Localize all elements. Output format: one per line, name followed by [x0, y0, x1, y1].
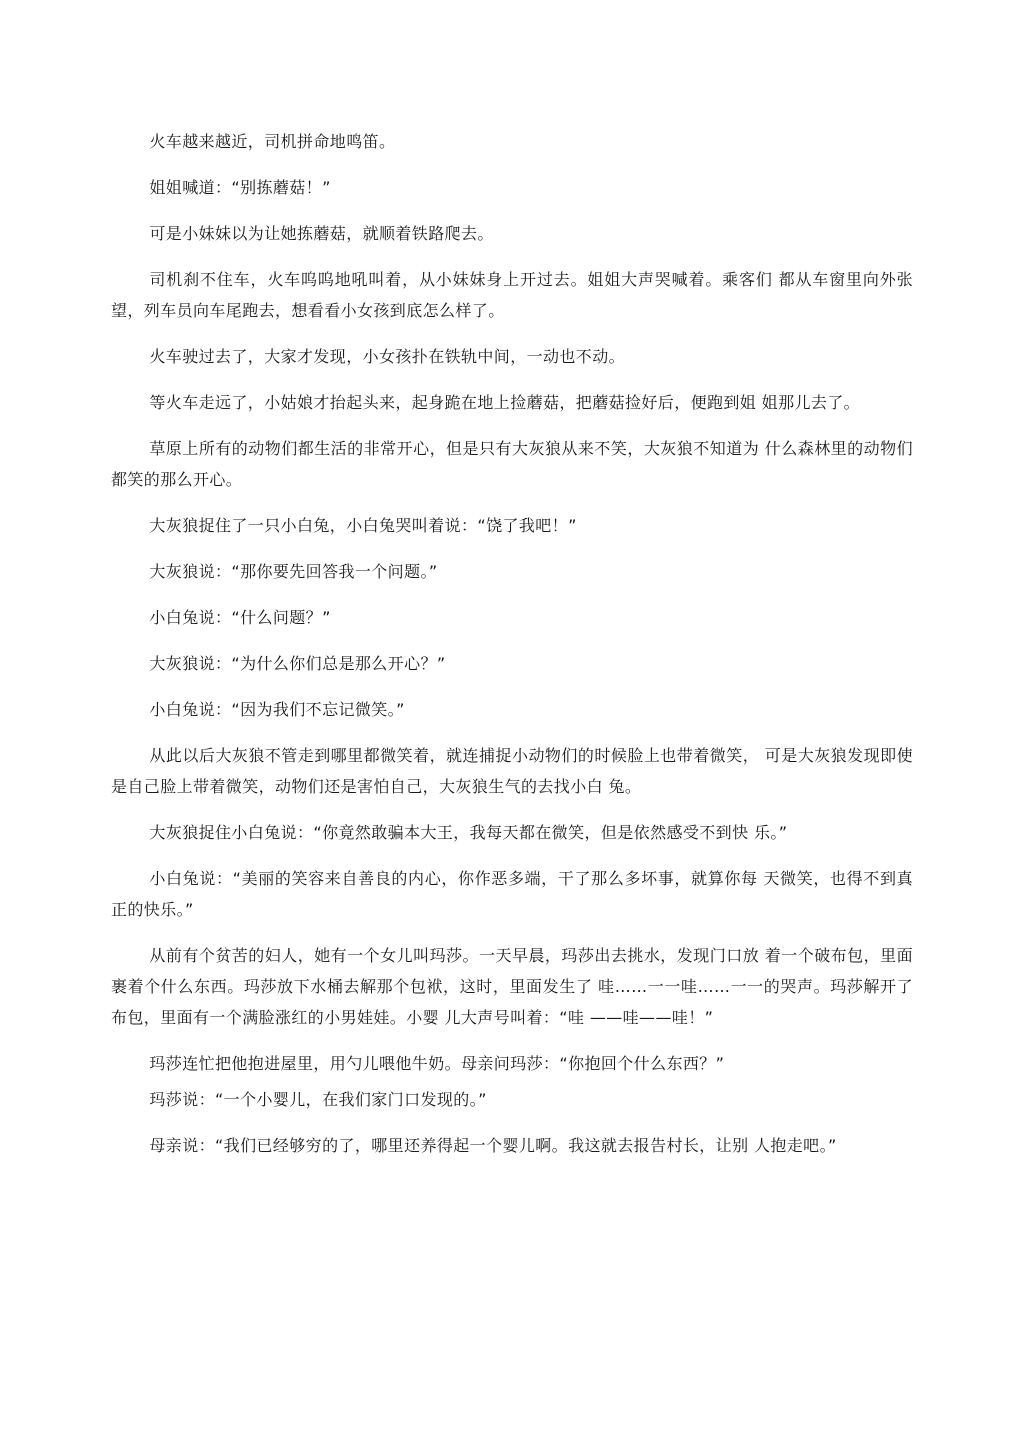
paragraph: 小白兔说：“因为我们不忘记微笑。”	[149, 700, 405, 719]
paragraph: 火车越来越近，司机拼命地鸣笛。	[149, 132, 396, 151]
paragraph: 大灰狼捉住了一只小白兔，小白兔哭叫着说：“饶了我吧！”	[149, 516, 577, 535]
document-body	[111, 126, 913, 1176]
paragraph: 从此以后大灰狼不管走到哪里都微笑着，就连捕捉小动物们的时候脸上也带着微笑， 可是大灰狼发现即使是自己脸上带着微笑，动物们还是害怕自己，大灰狼生气的去找小白 兔。	[111, 746, 913, 796]
paragraph: 玛莎连忙把他抱进屋里，用勺儿喂他牛奶。母亲问玛莎：“你抱回个什么东西？”	[149, 1054, 725, 1073]
paragraph: 司机刹不住车，火车呜呜地吼叫着，从小妹妹身上开过去。姐姐大声哭喊着。乘客们 都从车窗里向外张望，列车员向车尾跑去，想看看小女孩到底怎么样了。	[111, 270, 913, 320]
paragraph: 大灰狼捉住小白兔说：“你竟然敢骗本大王，我每天都在微笑，但是依然感受不到快 乐。”	[149, 823, 788, 842]
paragraph: 大灰狼说：“那你要先回答我一个问题。”	[149, 562, 438, 581]
paragraph: 可是小妹妹以为让她拣蘑菇，就顺着铁路爬去。	[149, 224, 494, 243]
paragraph: 玛莎说：“一个小婴儿，在我们家门口发现的。”	[149, 1090, 487, 1109]
paragraph: 姐姐喊道：“别拣蘑菇！”	[149, 178, 331, 197]
paragraph: 小白兔说：“什么问题？”	[149, 608, 331, 627]
paragraph: 小白兔说：“美丽的笑容来自善良的内心，你作恶多端，干了那么多坏事，就算你每 天微笑，也得不到真正的快乐。”	[111, 869, 913, 919]
paragraph: 从前有个贫苦的妇人，她有一个女儿叫玛莎。一天早晨，玛莎出去挑水，发现门口放 着一个破布包，里面裹着个什么东西。玛莎放下水桶去解那个包袱，这时，里面发生了 哇……一一哇……一一的哭声。玛莎解开了布包，里面有一个满脸涨红的小男娃娃。小婴 儿大声号叫着：“哇 ——哇——哇！”	[111, 946, 913, 1027]
paragraph: 等火车走远了，小姑娘才抬起头来，起身跪在地上捡蘑菇，把蘑菇捡好后，便跑到姐 姐那儿去了。	[149, 393, 861, 412]
paragraph: 大灰狼说：“为什么你们总是那么开心？”	[149, 654, 446, 673]
paragraph: 火车驶过去了，大家才发现，小女孩扑在铁轨中间，一动也不动。	[149, 347, 625, 366]
paragraph: 母亲说：“我们已经够穷的了，哪里还养得起一个婴儿啊。我这就去报告村长，让别 人抱走吧。”	[149, 1136, 837, 1155]
paragraph: 草原上所有的动物们都生活的非常开心，但是只有大灰狼从来不笑，大灰狼不知道为 什么森林里的动物们都笑的那么开心。	[111, 439, 913, 489]
